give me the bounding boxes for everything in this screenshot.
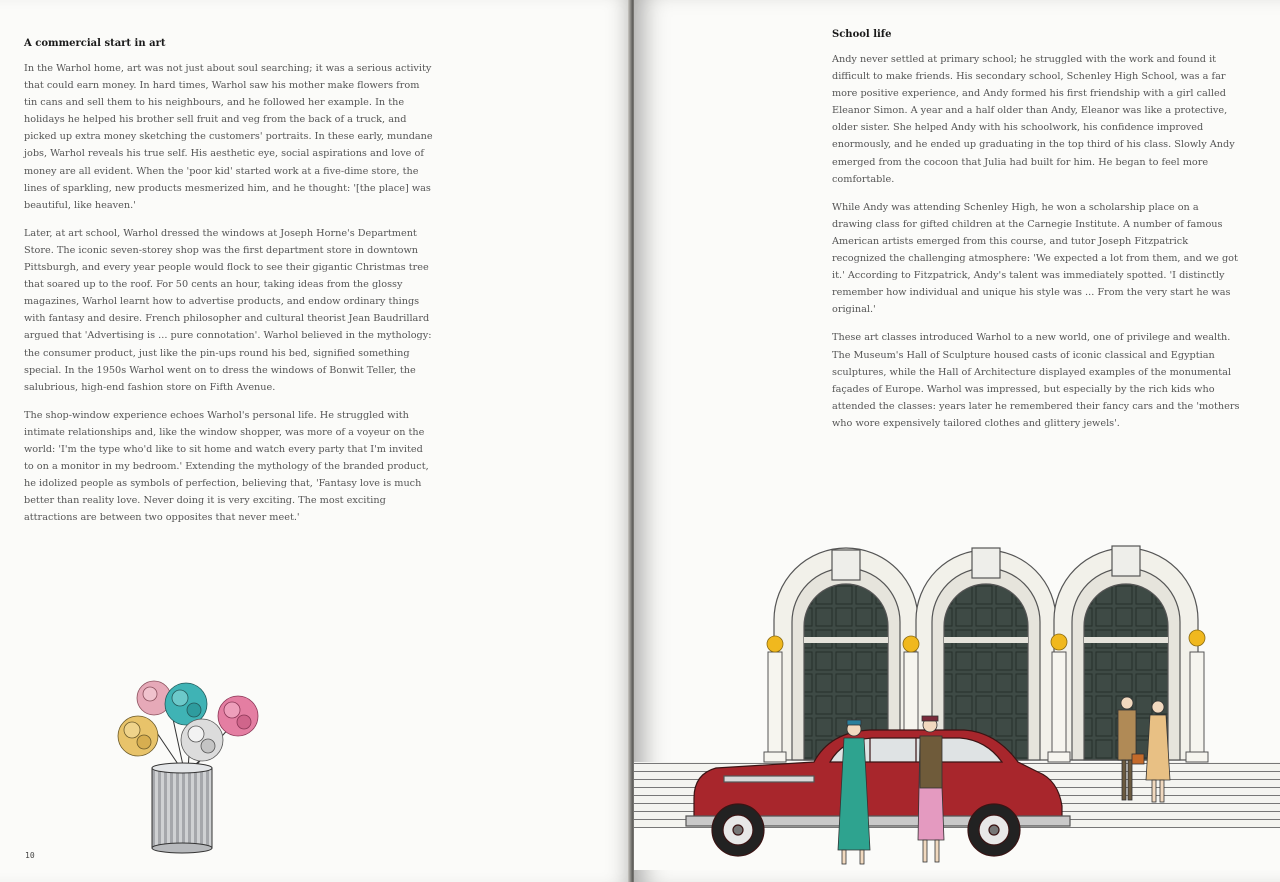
right-body-text [832, 51, 1242, 443]
tin-can-flowers-illustration [110, 670, 270, 860]
left-paragraph: In the Warhol home, art was not just about soul searching; it was a serious activity that could earn money. In hard times, Warhol saw his mother make flowers from tin cans and sell them to his neighbours, and he followed her example. In the holidays he helped his brother sell fruit and veg from the back of a truck, and picked up extra money sketching the customers' portraits. In these early, mundane jobs, Warhol reveals his true self. His aesthetic eye, social aspirations and love of money are all evident. When the 'poor kid' started work at a five-dime store, the lines of sparkling, new products mesmerized him, and he thought: '[the place] was beautiful, like heaven.' [24, 63, 433, 211]
left-paragraph: Later, at art school, Warhol dressed the windows at Joseph Horne's Department Store. The iconic seven-storey shop was the first department store in downtown Pittsburgh, and every year people would flock to see their gigantic Christmas tree that soared up to the roof. For 50 cents an hour, taking ideas from the glossy magazines, Warhol learnt how to advertise products, and endow ordinary things with fantasy and desire. French philosopher and cultural theorist Jean Baudrillard argued that 'Advertising is ... pure connotation'. Warhol believed in the mythology: the consumer product, just like the pin-ups round his bed, signified something special. In the 1950s Warhol went on to dress the windows of Bonwit Teller, the salubrious, high-end fashion store on Fifth Avenue. [24, 227, 432, 393]
arch-middle [916, 548, 1056, 760]
left-body-text [24, 60, 434, 537]
left-paragraph: The shop-window experience echoes Warhol's personal life. He struggled with intimate relationships and, like the window shopper, was more of a voyeur on the world: 'I'm the type who'd like to sit home and watch every party that I'm invited to on a monitor in my bedroom.' Extending the mythology of the branded product, he idolized people as symbols of perfection, believing that, 'Fantasy love is much better than reality love. Never doing it is very exciting. The most exciting attractions are between two opposites that never meet.' [24, 409, 429, 524]
tin-can [152, 763, 212, 853]
right-section-heading: School life [832, 29, 892, 40]
right-paragraph: Andy never settled at primary school; he struggled with the work and found it difficult to make friends. His secondary school, Schenley High School, was a far more positive experience, and Andy formed his first friendship with a girl called Eleanor Simon. A year and a half older than Andy, Eleanor was like a protective, older sister. She helped Andy with his schoolwork, his confidence improved enormously, and he ended up graduating in the top third of his class. Slowly Andy emerged from the cocoon that Julia had built for him. He began to feel more comfortable. [832, 54, 1235, 185]
left-section-heading: A commercial start in art [24, 38, 166, 49]
carnegie-institute-facade-illustration [634, 540, 1280, 870]
right-paragraph: While Andy was attending Schenley High, he won a scholarship place on a drawing class for gifted children at the Carnegie Institute. A number of famous American artists emerged from this course, and tutor Joseph Fitzpatrick recognized the challenging atmosphere: 'We expected a lot from them, and we got it.' According to Fitzpatrick, Andy's talent was immediately spotted. 'I distinctly remember how individual and unique his style was ... From the very start he was original.' [832, 201, 1238, 316]
page-number: 10 [25, 851, 35, 860]
flower-rose [218, 696, 258, 736]
flower-white [181, 719, 223, 761]
right-paragraph: These art classes introduced Warhol to a new world, one of privilege and wealth. The Museum's Hall of Sculpture housed casts of iconic classical and Egyptian sculptures, while the Hall of Architecture displayed examples of the monumental façades of Europe. Warhol was impressed, but especially by the rich kids who attended the classes: years later he remembered their fancy cars and the 'mothers who wore expensively tailored clothes and glittery jewels'. [832, 332, 1240, 429]
flower-yellow [118, 716, 158, 756]
left-page [0, 0, 632, 882]
arch-left [774, 548, 918, 760]
